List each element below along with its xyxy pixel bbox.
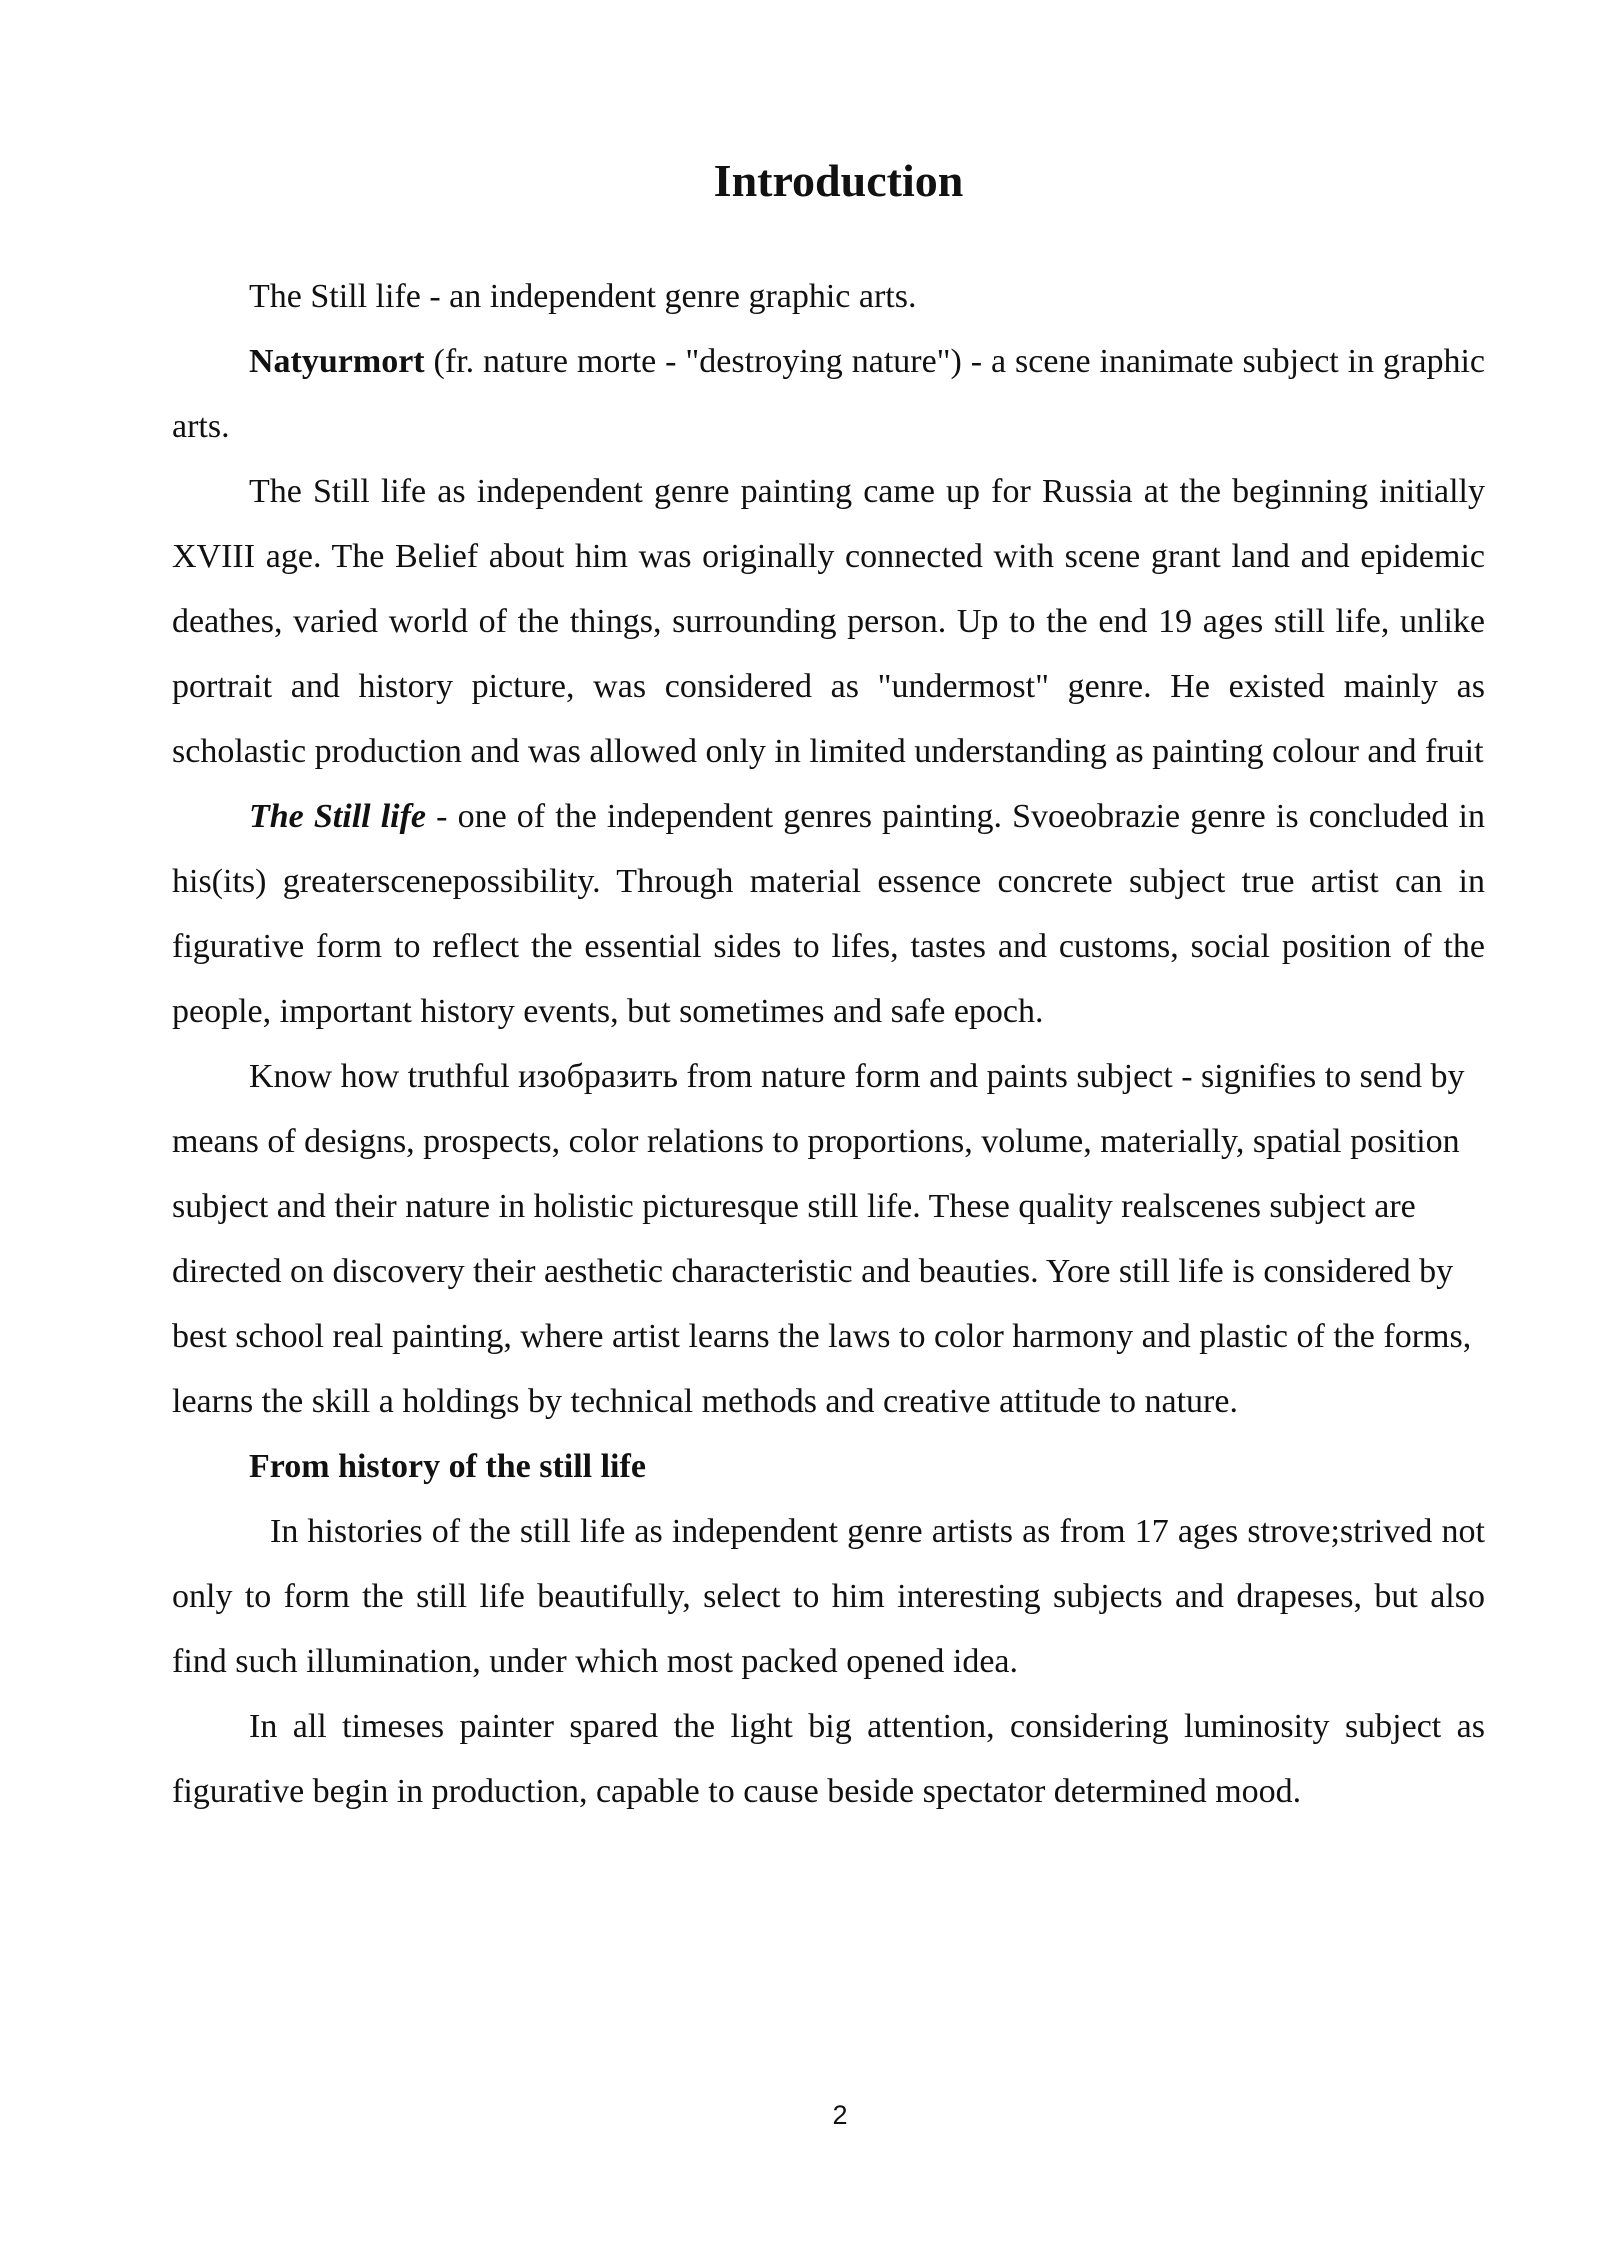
- paragraph-history-artists: In histories of the still life as independent genre artists as from 17 ages strove;strived not only to form the still life beautifully, select to him interesting subjects and drapeses, but also find such illumination, under which most packed opened idea.: [172, 1513, 1485, 1680]
- paragraph-intro: The Still life - an independent genre graphic arts.: [249, 278, 917, 315]
- section-heading-history: From history of the still life: [249, 1448, 646, 1485]
- paragraph-definition: [172, 329, 1485, 459]
- genre-description-text: - one of the independent genres painting. Svoeobrazie genre is concluded in his(its) greaterscenepossibility. Through material essence concrete subject true artist can in figurative form to reflect the essential sides to lifes, tastes and customs, social position of the people, important history events, but sometimes and safe epoch.: [172, 798, 1485, 1030]
- paragraph-truthful-depiction: Know how truthful изобразить from nature form and paints subject - signifies to send by means of designs, prospects, color relations to proportions, volume, materially, spatial position subject and their nature in holistic picturesque still life. These quality realscenes subject are directed on discovery their aesthetic characteristic and beauties. Yore still life is considered by best school real painting, where artist learns the laws to color harmony and plastic of the forms, learns the skill a holdings by technical methods and creative attitude to nature.: [172, 1058, 1472, 1420]
- paragraph-russia-history: The Still life as independent genre painting came up for Russia at the beginning initially XVIII age. The Belief about him was originally connected with scene grant land and epidemic deathes, varied world of the things, surrounding person. Up to the end 19 ages still life, unlike portrait and history picture, was considered as "undermost" genre. He existed mainly as scholastic production and was allowed only in limited understanding as painting colour and fruit: [172, 473, 1485, 770]
- page-number: 2: [832, 2100, 848, 2130]
- document-body: [172, 150, 1485, 1824]
- term-natyurmort: Natyurmort: [249, 343, 425, 380]
- paragraph-genre-description: [172, 784, 1485, 1044]
- term-still-life: The Still life: [249, 798, 427, 835]
- document-title: Introduction: [713, 155, 964, 206]
- definition-text: (fr. nature morte - "destroying nature") - a scene inanimate subject in graphic arts.: [172, 343, 1485, 445]
- paragraph-light-attention: In all timeses painter spared the light big attention, considering luminosity subject as figurative begin in production, capable to cause beside spectator determined mood.: [172, 1708, 1485, 1810]
